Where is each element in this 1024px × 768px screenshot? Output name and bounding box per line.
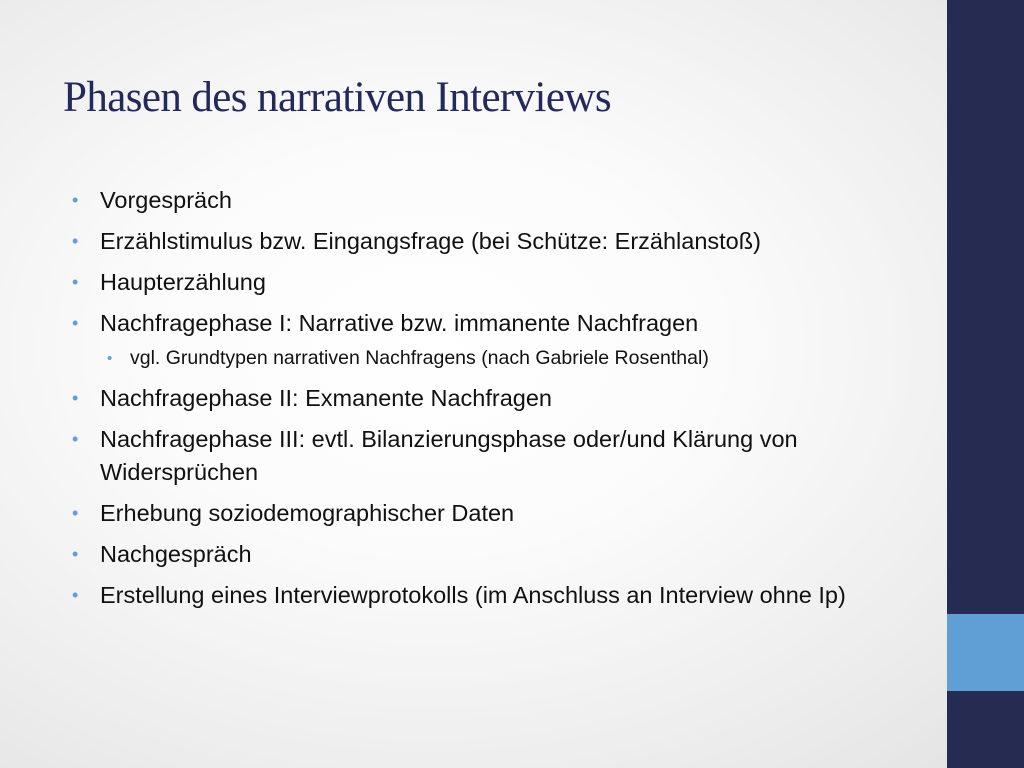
bullet-text: Nachfragephase III: evtl. Bilanzierungsphase oder/und Klärung von Widersprüchen: [100, 426, 798, 485]
bullet-list: [72, 184, 922, 620]
bullet-item: [72, 497, 922, 530]
bullet-dot-icon: •: [72, 388, 79, 408]
bullet-text: Vorgespräch: [100, 187, 232, 213]
bullet-text: Nachgespräch: [100, 541, 252, 567]
sub-bullet-text: vgl. Grundtypen narrativen Nachfragens (nach Gabriele Rosenthal): [130, 347, 709, 369]
sidebar-accent-block: [947, 614, 1024, 691]
bullet-dot-icon: •: [72, 544, 79, 564]
bullet-item: [72, 579, 922, 612]
bullet-text: Erhebung soziodemographischer Daten: [100, 500, 515, 526]
slide-title: Phasen des narrativen Interviews: [63, 74, 611, 121]
bullet-dot-icon: •: [72, 585, 79, 605]
bullet-dot-icon: •: [107, 350, 113, 367]
bullet-dot-icon: •: [72, 190, 79, 210]
bullet-dot-icon: •: [72, 272, 79, 292]
bullet-item: [72, 307, 922, 340]
bullet-item: [72, 382, 922, 415]
bullet-text: Erzählstimulus bzw. Eingangsfrage (bei Schütze: Erzählanstoß): [100, 228, 761, 254]
bullet-dot-icon: •: [72, 503, 79, 523]
bullet-dot-icon: •: [72, 313, 79, 333]
bullet-text: Nachfragephase II: Exmanente Nachfragen: [100, 385, 552, 411]
bullet-dot-icon: •: [72, 231, 79, 251]
bullet-text: Haupterzählung: [100, 269, 266, 295]
bullet-item: [72, 266, 922, 299]
bullet-dot-icon: •: [72, 429, 79, 449]
bullet-text: Erstellung eines Interviewprotokolls (im Anschluss an Interview ohne Ip): [100, 582, 846, 608]
bullet-item: [72, 184, 922, 217]
bullet-item: [72, 423, 922, 489]
bullet-item: [72, 225, 922, 258]
bullet-text: Nachfragephase I: Narrative bzw. immanente Nachfragen: [100, 310, 699, 336]
sub-bullet-item: [72, 345, 922, 372]
bullet-item: [72, 538, 922, 571]
